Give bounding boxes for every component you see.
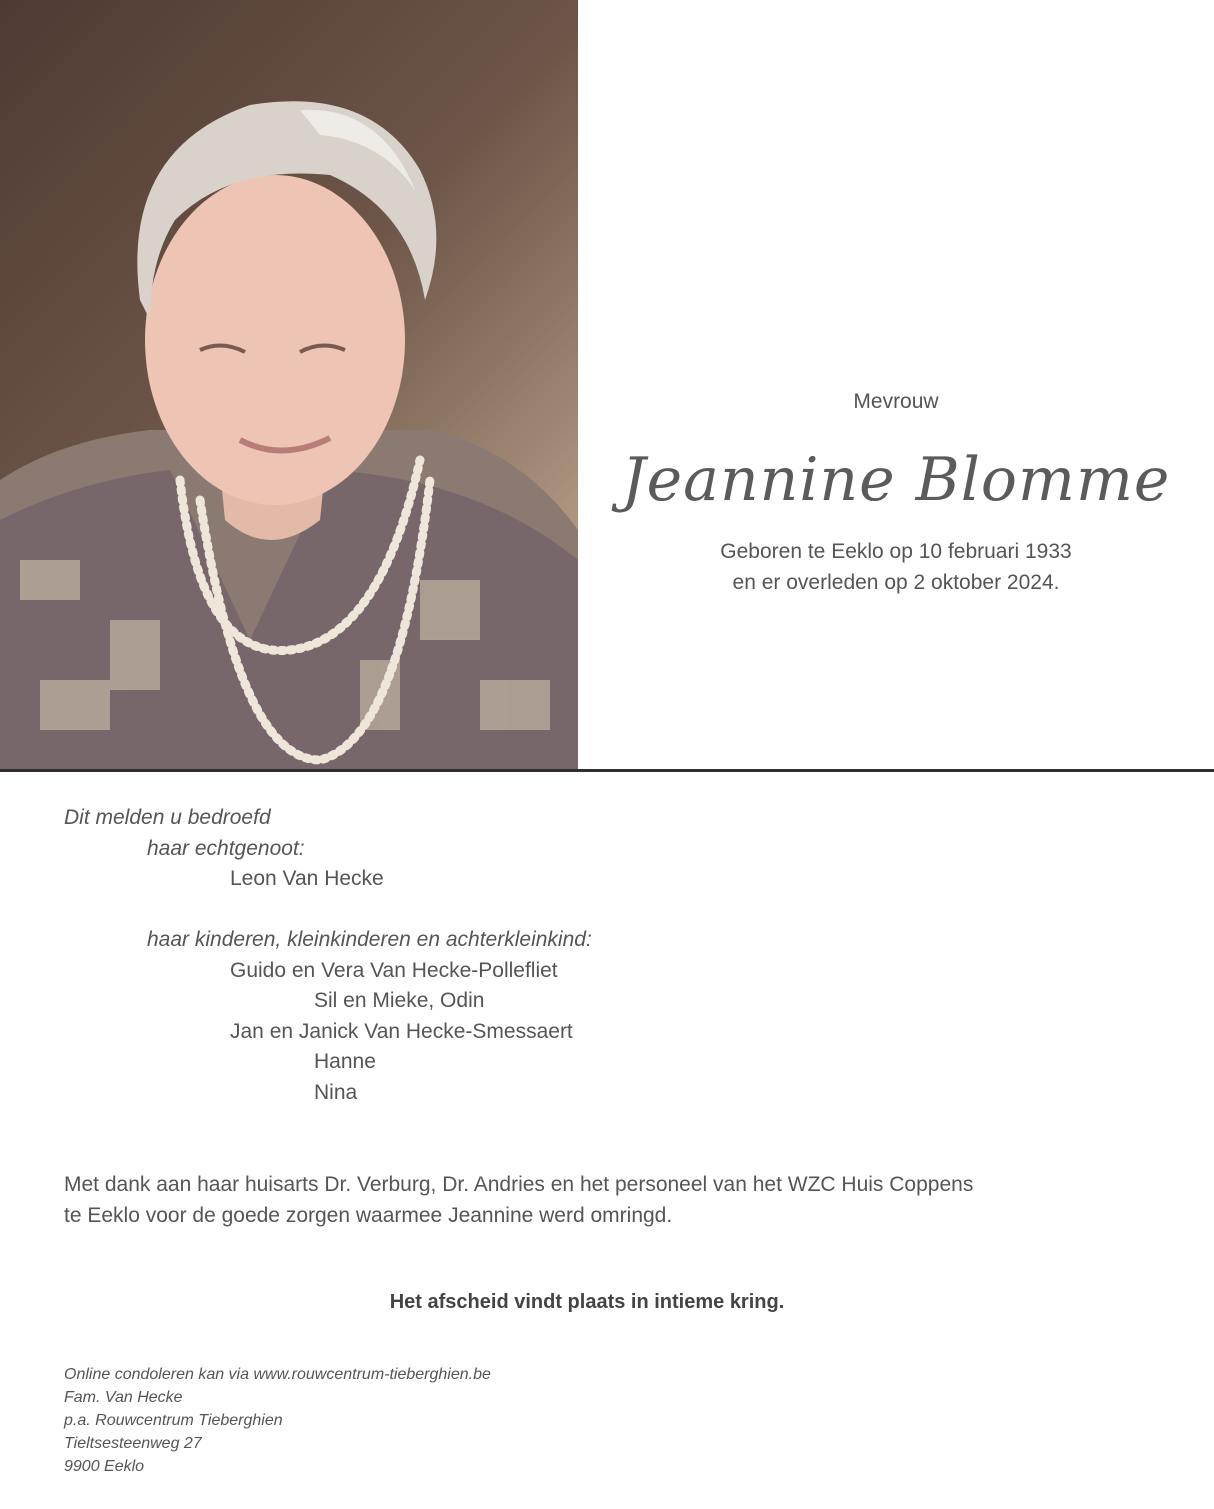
family-list — [64, 956, 592, 1109]
thanks-line-1: Met dank aan haar huisarts Dr. Verburg, Dr. Andries en het personeel van het WZC Huis Coppens — [64, 1173, 974, 1196]
family-label: haar kinderen, kleinkinderen en achterkleinkind: — [147, 928, 592, 951]
divider-line — [0, 769, 1214, 772]
thanks-line-2: te Eeklo voor de goede zorgen waarmee Jeannine werd omringd. — [64, 1203, 673, 1227]
family-member: Guido en Vera Van Hecke-Pollefliet — [230, 958, 558, 982]
family-member: Nina — [314, 1080, 358, 1104]
family-announcement — [64, 803, 592, 1108]
portrait-illustration — [0, 0, 578, 771]
portrait-photo — [0, 0, 578, 771]
dates-line-1: Geboren te Eeklo op 10 februari 1933 — [720, 540, 1072, 563]
farewell-notice: Het afscheid vindt plaats in intieme kring. — [389, 1291, 785, 1313]
spouse-label: haar echtgenoot: — [147, 836, 305, 860]
contact-family: Fam. Van Hecke — [64, 1389, 183, 1406]
spouse-name: Leon Van Hecke — [230, 867, 384, 890]
contact-street: Tieltsesteenweg 27 — [64, 1435, 202, 1452]
contact-care-of: p.a. Rouwcentrum Tieberghien — [64, 1412, 283, 1429]
footer-contact — [64, 1363, 491, 1478]
thanks-paragraph — [64, 1170, 1064, 1231]
spacer — [64, 895, 592, 926]
family-member: Jan en Janick Van Hecke-Smessaert — [230, 1019, 573, 1043]
contact-city: 9900 Eeklo — [64, 1458, 145, 1475]
salutation: Mevrouw — [853, 390, 939, 413]
family-member: Hanne — [314, 1050, 376, 1073]
family-member: Sil en Mieke, Odin — [314, 989, 485, 1012]
deceased-name: Jeannine Blomme — [621, 445, 1171, 515]
dates-line-2: en er overleden op 2 oktober 2024. — [732, 571, 1060, 594]
announcement-header — [578, 390, 1214, 598]
condolence-link-text: Online condoleren kan via www.rouwcentrum-tieberghien.be — [64, 1366, 491, 1383]
intro-line: Dit melden u bedroefd — [64, 806, 271, 829]
